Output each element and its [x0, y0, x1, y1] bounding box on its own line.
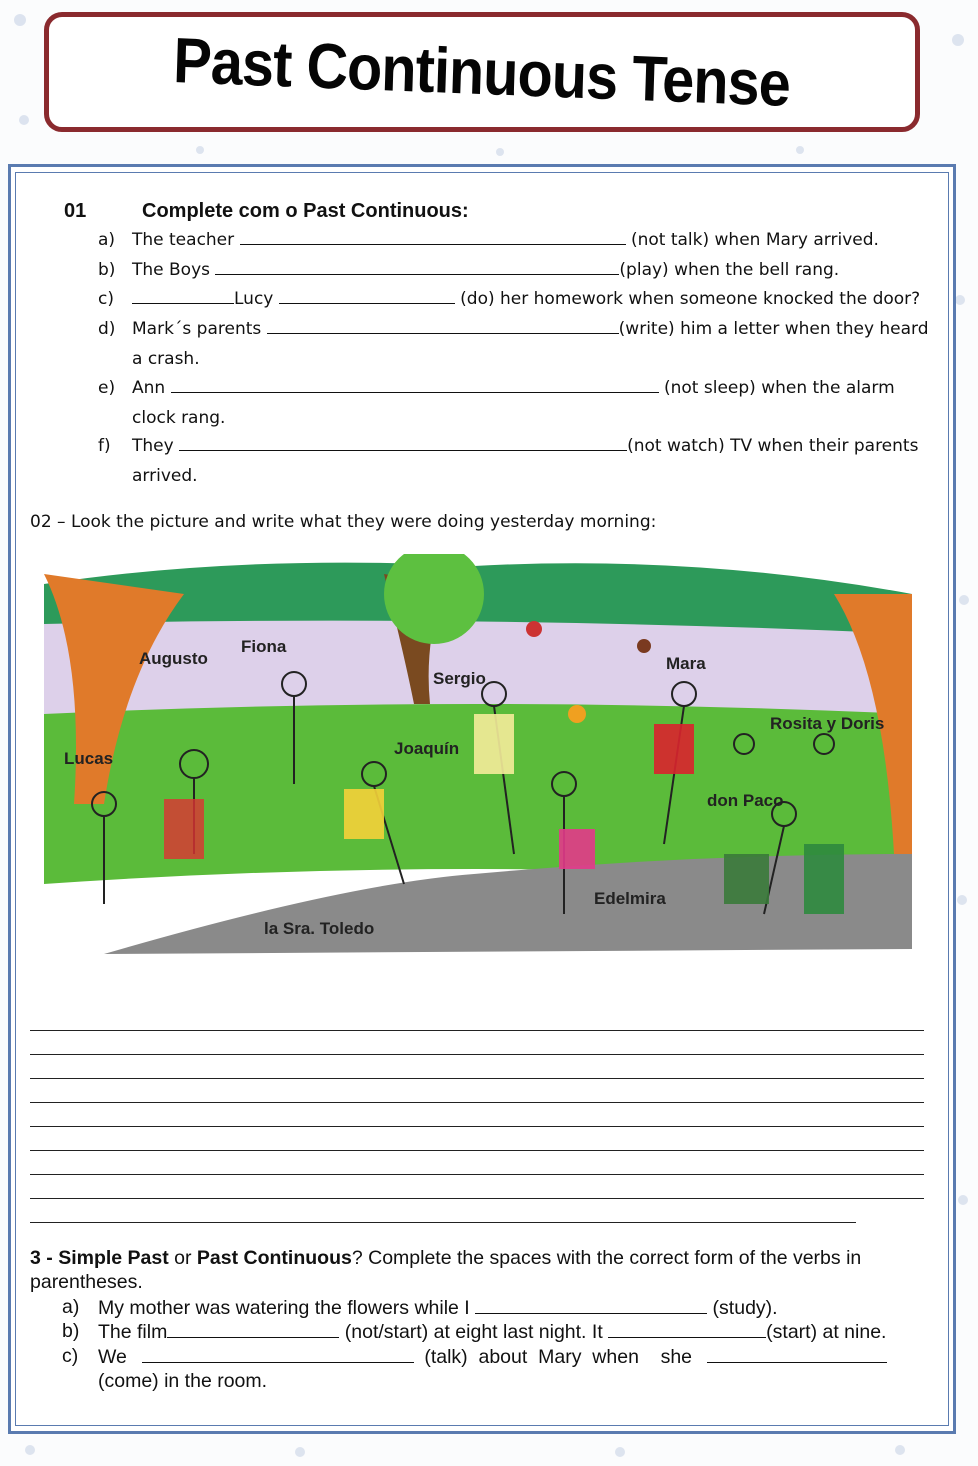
answer-blank[interactable] [132, 285, 234, 304]
section3-instruction: ? Complete the spaces with the correct form of the verbs in [351, 1247, 862, 1269]
item-text-before: The teacher [132, 230, 235, 250]
item-text-line2: a crash. [132, 348, 200, 369]
item-text-p1: We [98, 1346, 127, 1368]
item-label: b) [62, 1320, 80, 1342]
item-text-after: (write) him a letter when they heard [618, 319, 929, 339]
item-text-before: The Boys [132, 260, 211, 280]
section3-simple-past: Simple Past [58, 1247, 169, 1269]
item-label: d) [98, 319, 116, 339]
item-text-after: (not watch) TV when their parents [627, 436, 919, 456]
item-label: b) [98, 260, 116, 280]
answer-blank[interactable] [608, 1319, 766, 1338]
section1-number: 01 [64, 200, 87, 222]
picture-label-joaquin: Joaquín [394, 739, 460, 758]
answer-blank[interactable] [167, 1319, 339, 1338]
item-text-before: Ann [132, 378, 166, 398]
section1-heading [64, 200, 469, 223]
item-label: a) [98, 230, 116, 250]
section3-past-continuous: Past Continuous [196, 1247, 352, 1269]
writing-line[interactable] [30, 1198, 924, 1199]
writing-line[interactable] [30, 1030, 924, 1031]
item-label: c) [98, 289, 114, 309]
writing-line[interactable] [30, 1102, 924, 1103]
picture-label-lucas: Lucas [64, 749, 114, 768]
page-title: Past Continuous Tense [172, 24, 792, 120]
writing-line[interactable] [30, 1054, 924, 1055]
answer-blank[interactable] [267, 315, 619, 334]
picture-label-rosita-y-doris: Rosita y Doris [770, 714, 885, 733]
item-text-p2: (study). [707, 1297, 778, 1319]
section1-title: Complete com o Past Continuous: [142, 200, 469, 222]
writing-line[interactable] [30, 1222, 856, 1223]
answer-blank[interactable] [142, 1344, 414, 1363]
picture-label-augusto: Augusto [139, 649, 208, 668]
answer-blank[interactable] [707, 1344, 887, 1363]
writing-line[interactable] [30, 1150, 924, 1151]
section2-heading: 02 – Look the picture and write what they were doing yesterday morning: [30, 512, 657, 532]
answer-blank[interactable] [475, 1295, 707, 1314]
picture-label-fiona: Fiona [241, 637, 287, 656]
section3-or: or [168, 1247, 197, 1269]
answer-blank[interactable] [215, 256, 619, 275]
item-label: a) [62, 1296, 80, 1318]
item-text-before: Mark´s parents [132, 319, 262, 339]
answer-blank[interactable] [279, 285, 455, 304]
item-text-p2: (not/start) at eight last night. It [339, 1321, 609, 1343]
item-text-after: (play) when the bell rang. [619, 260, 840, 280]
picture-label-la-sra-toledo: la Sra. Toledo [264, 919, 375, 938]
writing-line[interactable] [30, 1078, 924, 1079]
title-box [44, 12, 920, 132]
picture-label-sergio: Sergio [433, 669, 486, 688]
item-text-after: (not talk) when Mary arrived. [625, 230, 879, 250]
picture-label-edelmira: Edelmira [594, 889, 666, 908]
writing-line[interactable] [30, 1126, 924, 1127]
item-text-p1: My mother was watering the flowers while I [98, 1297, 476, 1319]
picture-label-don-paco: don Paco [707, 791, 784, 810]
item-text-line2: arrived. [132, 465, 198, 486]
answer-blank[interactable] [240, 226, 626, 245]
answer-blank[interactable] [179, 432, 627, 451]
park-illustration [44, 554, 912, 964]
section3-intro [30, 1246, 940, 1294]
item-label: e) [98, 378, 116, 398]
item-text-p2: (talk) about Mary when she [424, 1346, 693, 1368]
picture-label-mara: Mara [666, 654, 706, 673]
item-text-line2: clock rang. [132, 407, 226, 428]
answer-blank[interactable] [171, 374, 659, 393]
item-text-after: (do) her homework when someone knocked the door? [454, 289, 921, 309]
writing-line[interactable] [30, 1174, 924, 1175]
item-text-after: (not sleep) when the alarm [658, 378, 895, 398]
item-text-p3: (start) at nine. [766, 1321, 887, 1343]
item-text-line2: (come) in the room. [98, 1370, 268, 1392]
item-text-before: They [132, 436, 174, 456]
item-text-p1: The film [98, 1321, 168, 1343]
item-label: c) [62, 1345, 79, 1367]
item-label: f) [98, 436, 111, 456]
section3-instruction-line2: parentheses. [30, 1271, 143, 1293]
item-text-middle: Lucy [234, 289, 274, 309]
section3-number: 3 - [30, 1247, 59, 1269]
